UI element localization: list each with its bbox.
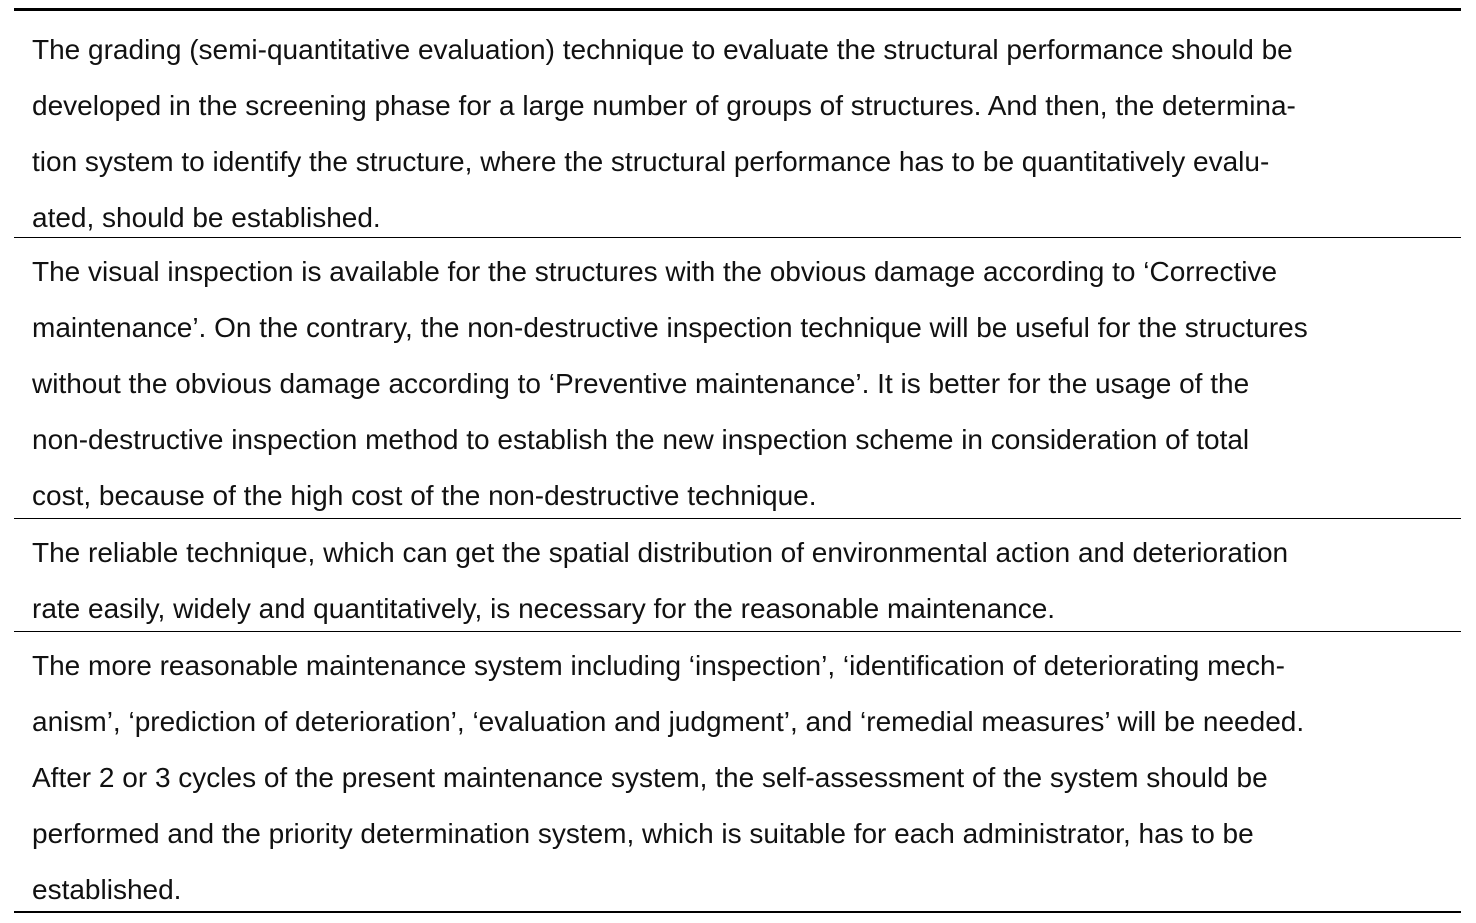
table-row [14,11,1461,237]
table-row [14,518,1461,631]
table-row [14,237,1461,518]
row-text-maintenance-system: The more reasonable maintenance system including ‘inspection’, ‘identification of deteriorating mech- anism’, ‘prediction of deterioration’, ‘evaluation and judgment’, and ‘remedial measures’ will be needed. After 2 or 3 cycles of the present maintenance system, the self-assessment of the system should be performed and the priority determination system, which is suitable for each administrator, has to be established. [32,650,1305,905]
row-text-inspection-methods: The visual inspection is available for the structures with the obvious damage according to ‘Corrective maintenance’. On the contrary, the non-destructive inspection technique will be useful for the structures without the obvious damage according to ‘Preventive maintenance’. It is better for the usage of the non-destructive inspection method to establish the new inspection scheme in consideration of total cost, because of the high cost of the non-destructive technique. [32,256,1308,511]
row-text-grading-technique: The grading (semi-quantitative evaluation) technique to evaluate the structural performance should be developed in the screening phase for a large number of groups of structures. And then, the determina- tion system to identify the structure, where the structural performance has to be quantitatively evalu- ated, should be established. [32,34,1296,233]
recommendations-table [14,8,1461,913]
row-text-reliable-technique: The reliable technique, which can get the spatial distribution of environmental action and deterioration rate easily, widely and quantitatively, is necessary for the reasonable maintenance. [32,537,1289,624]
table-row [14,631,1461,911]
